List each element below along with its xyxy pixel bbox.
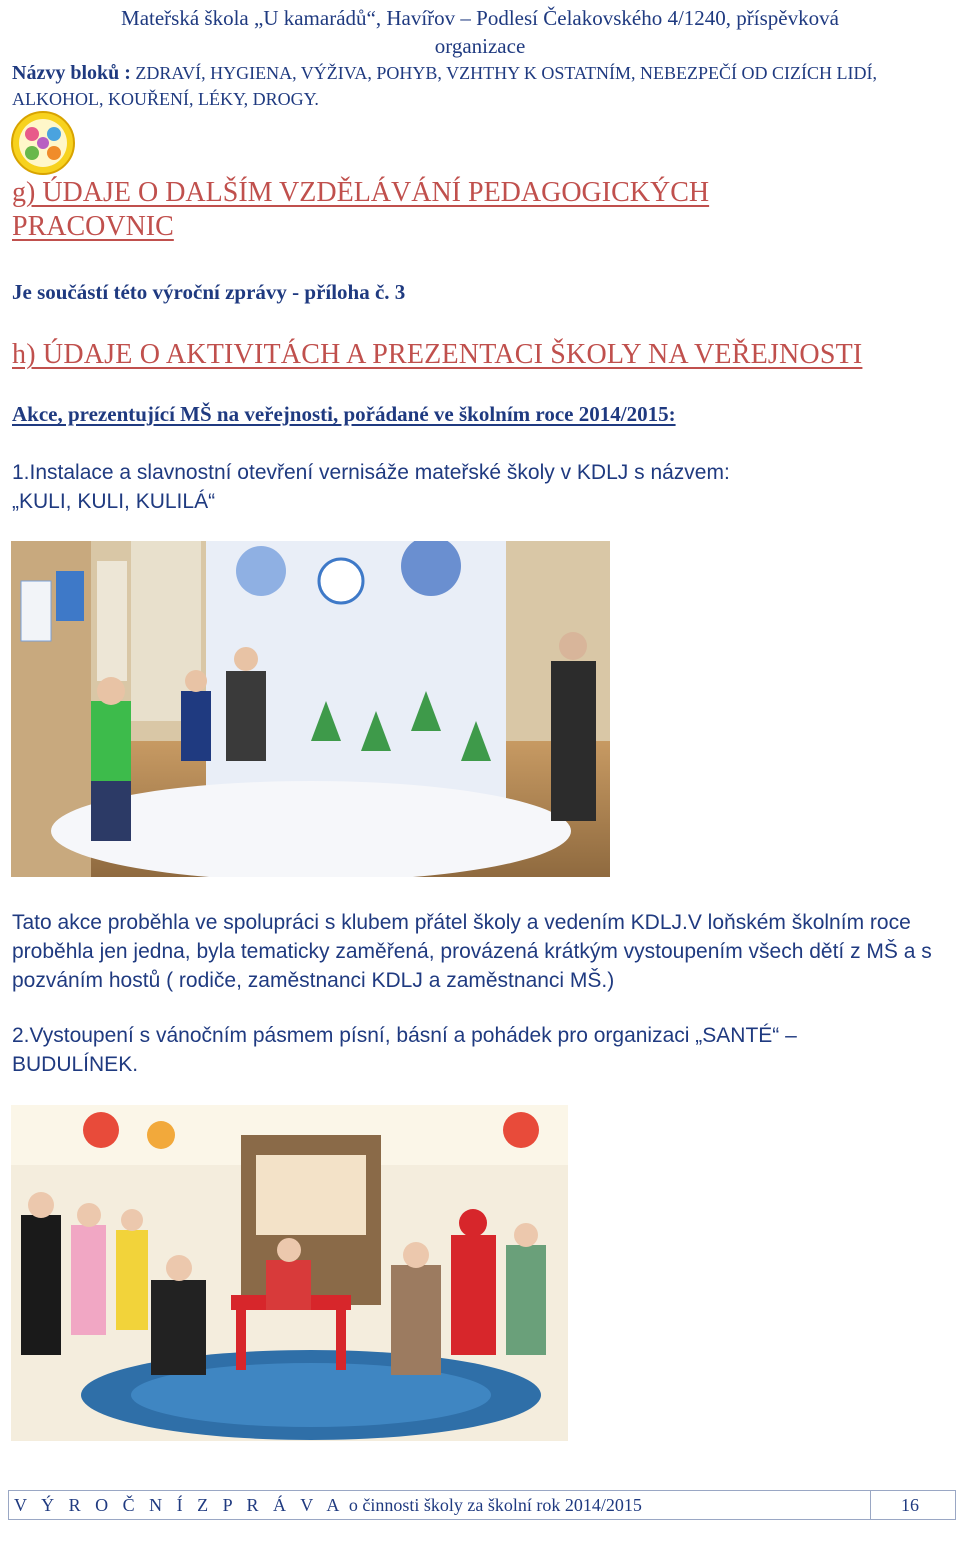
- block-names-text: ZDRAVÍ, HYGIENA, VÝŽIVA, POHYB, VZHTHY K OSTATNÍM, NEBEZPEČÍ OD CIZÍCH LIDÍ, ALKOHOL, KOUŘENÍ, LÉKY, DROGY.: [12, 63, 877, 109]
- exhibition-photo: [11, 541, 610, 877]
- section-g-heading-line-1: g) ÚDAJE O DALŠÍM VZDĚLÁVÁNÍ PEDAGOGICKÝCH: [12, 177, 710, 208]
- block-names-label: Názvy bloků :: [12, 62, 131, 84]
- event-1: [12, 458, 952, 516]
- event-1-description: Tato akce proběhla ve spolupráci s klubem přátel školy a vedením KDLJ.V loňském školním roce proběhla jen jedna, byla tematicky zaměřená, provázená krátkým vystoupením všech dětí z MŠ a s pozváním hostů ( rodiče, zaměstnanci KDLJ a zaměstnanci MŠ.): [12, 911, 932, 992]
- section-g-heading: [12, 176, 952, 244]
- section-g-text: Je součástí této výroční zprávy - příloha č. 3: [12, 280, 406, 304]
- event-2-line-2: BUDULÍNEK.: [12, 1053, 139, 1076]
- footer-title: [14, 1493, 642, 1517]
- event-2: [12, 1021, 952, 1079]
- event-1-line-1: 1.Instalace a slavnostní otevření vernisáže mateřské školy v KDLJ s názvem:: [12, 461, 730, 484]
- header-line-2: organizace: [434, 34, 526, 58]
- page-header: [0, 4, 960, 60]
- section-g-heading-line-2: PRACOVNIC: [12, 211, 174, 242]
- footer-title-rest: o činnosti školy za školní rok 2014/2015: [344, 1495, 642, 1515]
- performance-photo: [11, 1105, 568, 1441]
- block-names: [12, 60, 942, 112]
- section-h-heading: h) ÚDAJE O AKTIVITÁCH A PREZENTACI ŠKOLY NA VEŘEJNOSTI: [12, 339, 863, 370]
- event-1-line-2: „KULI, KULI, KULILÁ“: [12, 490, 216, 513]
- header-line-1: Mateřská škola „U kamarádů“, Havířov – Podlesí Čelakovského 4/1240, příspěvková: [121, 6, 839, 30]
- footer-title-spaced: V Ý R O Č N Í Z P R Á V A: [14, 1495, 345, 1515]
- section-h-subtitle: Akce, prezentující MŠ na veřejnosti, pořádané ve školním roce 2014/2015:: [12, 402, 676, 426]
- event-2-line-1: 2.Vystoupení s vánočním pásmem písní, básní a pohádek pro organizaci „SANTÉ“ –: [12, 1024, 797, 1047]
- school-logo: [10, 110, 76, 176]
- footer-separator: [870, 1490, 871, 1520]
- page-number: 16: [901, 1495, 919, 1515]
